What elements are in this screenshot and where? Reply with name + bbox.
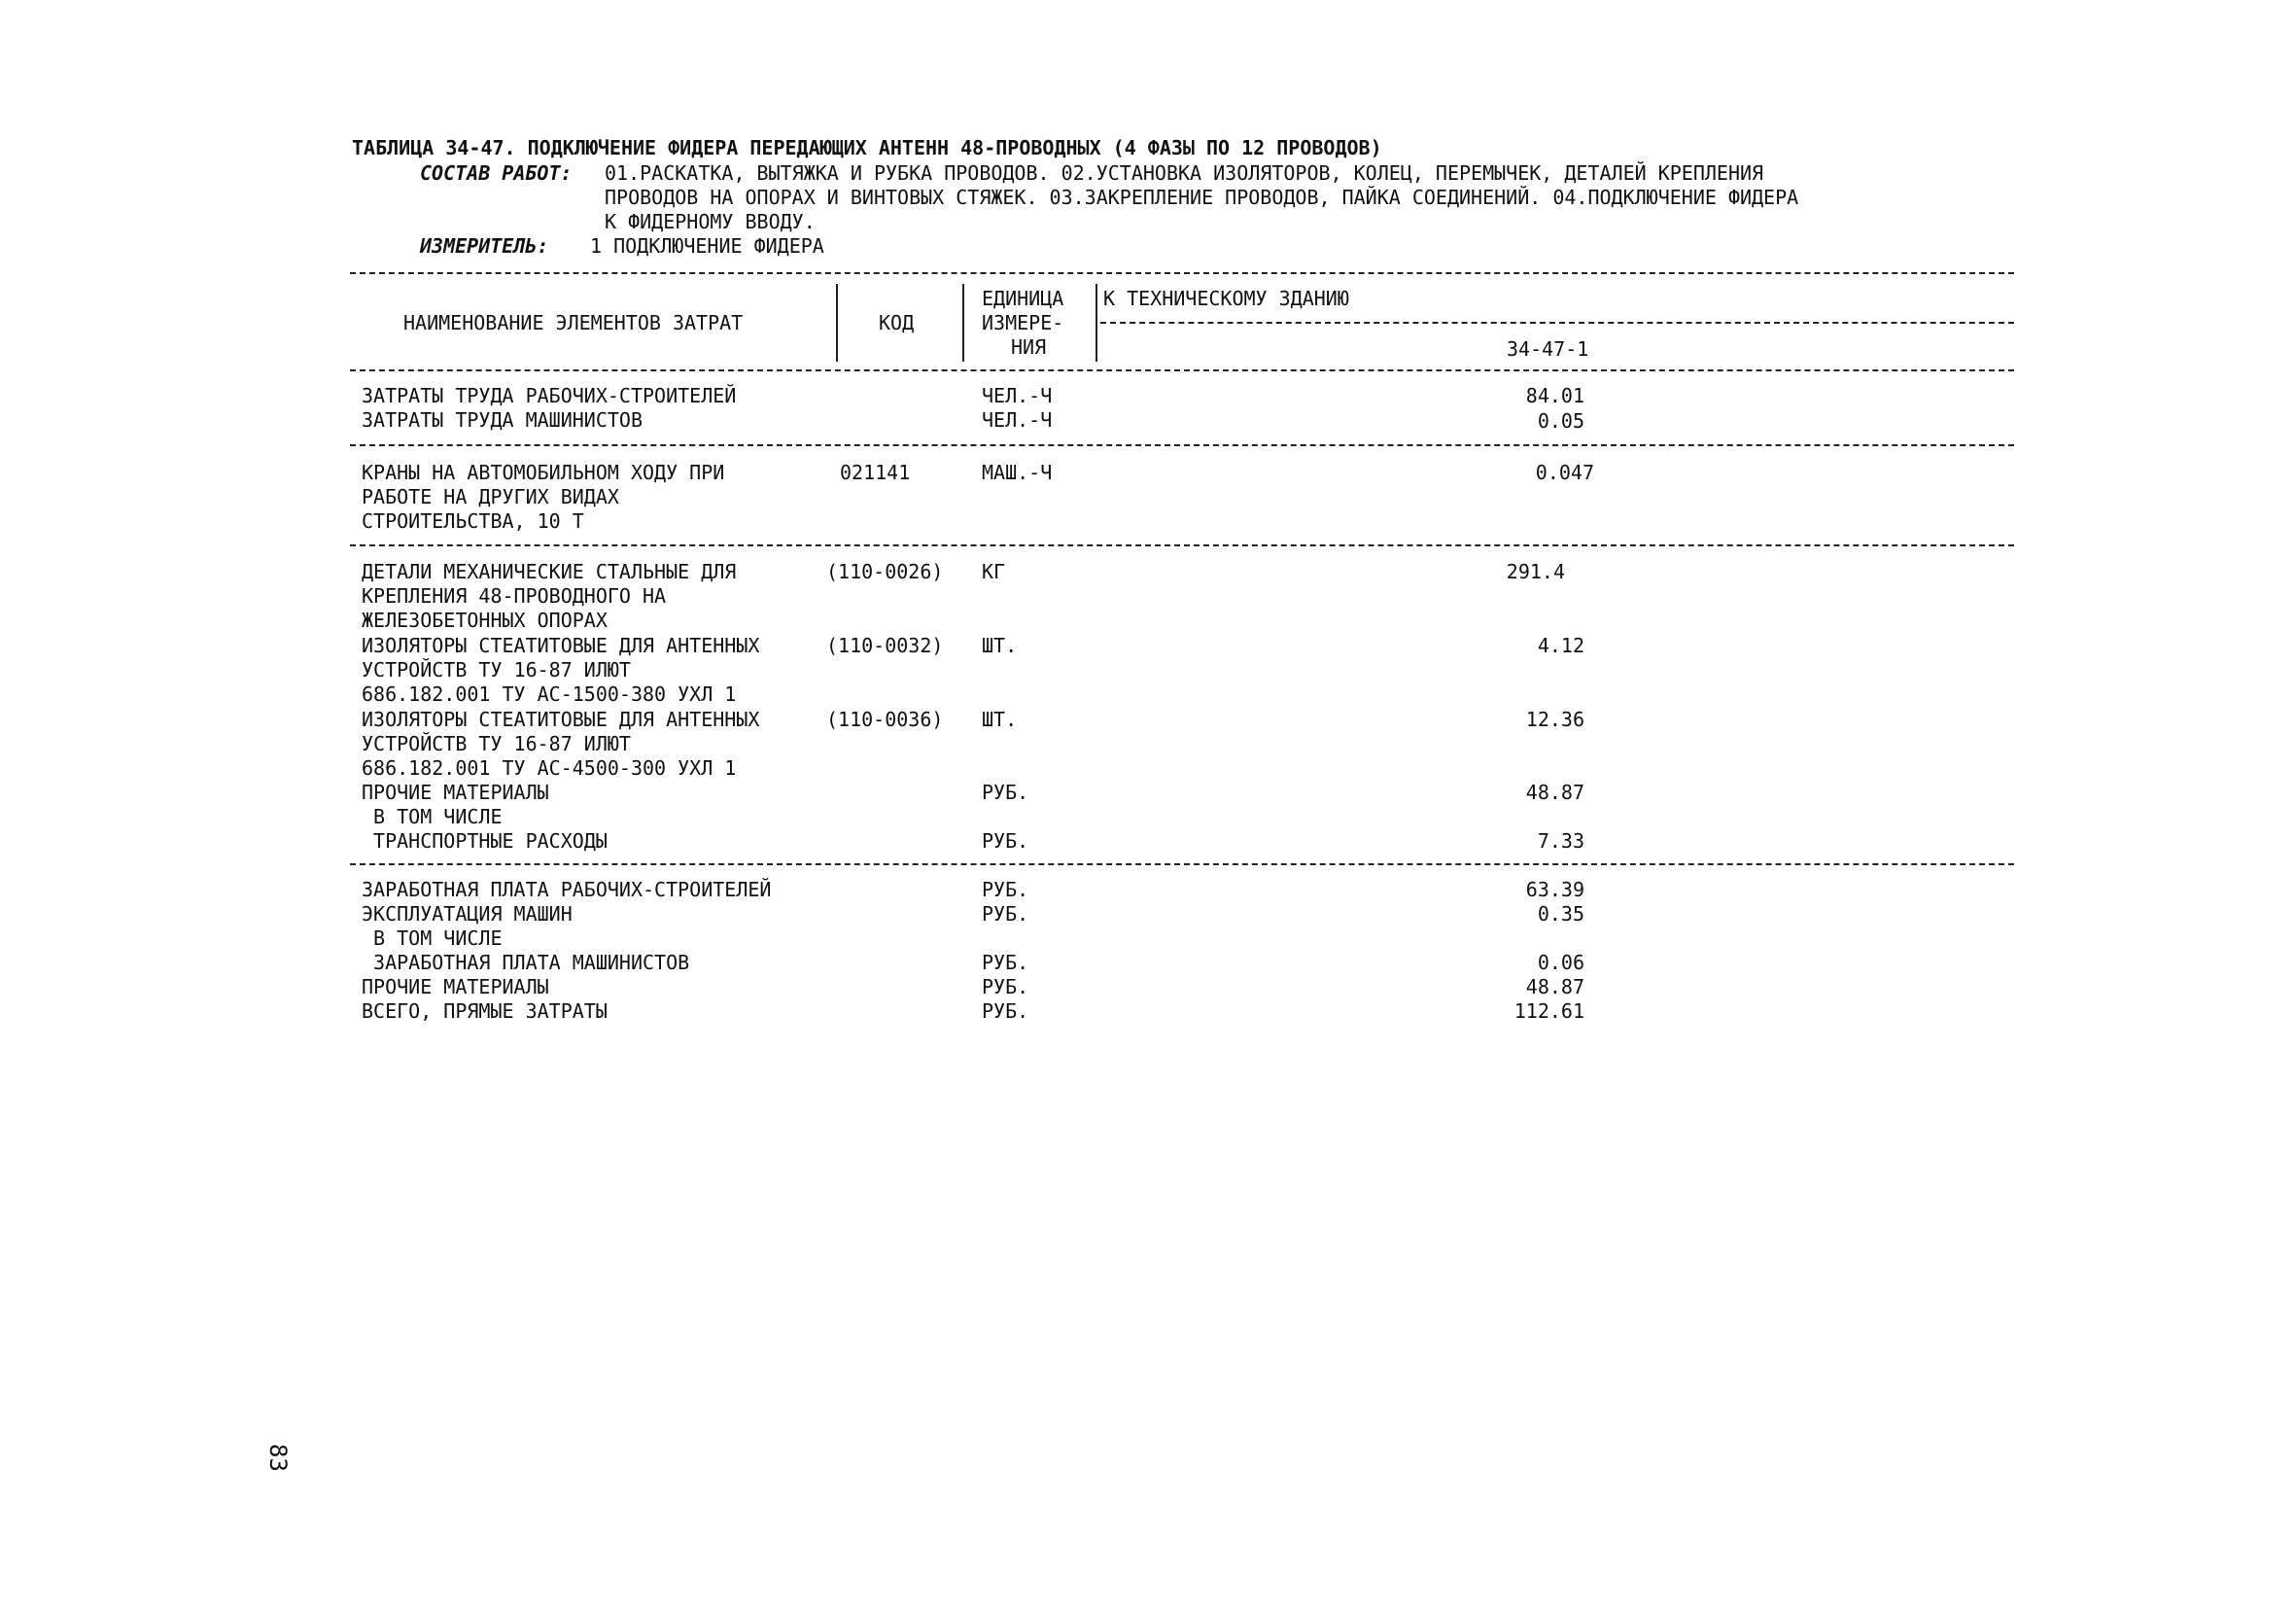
col-header-unit-3: НИЯ	[1011, 335, 1047, 359]
group-rule	[350, 544, 2014, 546]
row-value: 12.36	[1525, 708, 1584, 731]
col-header-name: НАИМЕНОВАНИЕ ЭЛЕМЕНТОВ ЗАТРАТ	[403, 311, 744, 334]
row-code: (110-0026)	[826, 560, 944, 583]
row-name: В ТОМ ЧИСЛЕ	[362, 926, 503, 950]
row-name: УСТРОЙСТВ ТУ 16-87 ИЛЮТ	[362, 732, 631, 755]
row-unit: КГ	[982, 560, 1006, 583]
row-name: УСТРОЙСТВ ТУ 16-87 ИЛЮТ	[362, 658, 631, 682]
row-name: 686.182.001 ТУ АС-4500-300 УХЛ 1	[362, 756, 737, 780]
col-header-unit-2: ИЗМЕРЕ-	[982, 311, 1064, 334]
table-top-rule	[350, 272, 2014, 274]
row-name: ПРОЧИЕ МАТЕРИАЛЫ	[362, 975, 549, 998]
composition-line-1: 01.РАСКАТКА, ВЫТЯЖКА И РУБКА ПРОВОДОВ. 02.УСТАНОВКА ИЗОЛЯТОРОВ, КОЛЕЦ, ПЕРЕМЫЧЕК, ДЕТАЛЕЙ КРЕПЛЕНИЯ	[605, 161, 1764, 185]
row-value: 84.01	[1525, 384, 1584, 407]
row-value: 0.35	[1537, 902, 1584, 926]
meter-label: ИЗМЕРИТЕЛЬ:	[420, 234, 549, 258]
row-name: СТРОИТЕЛЬСТВА, 10 Т	[362, 509, 584, 533]
row-unit: ЧЕЛ.-Ч	[982, 408, 1053, 432]
row-unit: РУБ.	[982, 951, 1029, 974]
row-unit: РУБ.	[982, 999, 1029, 1023]
row-name: ЖЕЛЕЗОБЕТОННЫХ ОПОРАХ	[362, 609, 608, 632]
row-value: 7.33	[1537, 829, 1584, 853]
composition-line-3: К ФИДЕРНОМУ ВВОДУ.	[605, 210, 816, 233]
row-value: 4.12	[1537, 634, 1584, 657]
row-name: ДЕТАЛИ МЕХАНИЧЕСКИЕ СТАЛЬНЫЕ ДЛЯ	[362, 560, 737, 583]
page-number: 83	[264, 1444, 292, 1472]
col-header-norm: 34-47-1	[1507, 337, 1589, 361]
row-name: РАБОТЕ НА ДРУГИХ ВИДАХ	[362, 485, 619, 508]
row-value: 291.4	[1506, 560, 1565, 583]
row-name: ИЗОЛЯТОРЫ СТЕАТИТОВЫЕ ДЛЯ АНТЕННЫХ	[362, 708, 760, 731]
row-unit: РУБ.	[982, 902, 1029, 926]
col-header-group: К ТЕХНИЧЕСКОМУ ЗДАНИЮ	[1103, 287, 1349, 310]
header-sub-rule	[1100, 322, 2014, 324]
col-header-code: КОД	[879, 311, 915, 334]
row-unit: РУБ.	[982, 975, 1029, 998]
row-unit: ШТ.	[982, 708, 1018, 731]
row-value: 0.047	[1535, 461, 1594, 484]
row-unit: РУБ.	[982, 829, 1029, 853]
row-unit: РУБ.	[982, 878, 1029, 901]
meter-value: 1 ПОДКЛЮЧЕНИЕ ФИДЕРА	[590, 234, 824, 258]
row-name: ЗАРАБОТНАЯ ПЛАТА МАШИНИСТОВ	[362, 951, 690, 974]
row-name: ТРАНСПОРТНЫЕ РАСХОДЫ	[362, 829, 608, 853]
row-name: ИЗОЛЯТОРЫ СТЕАТИТОВЫЕ ДЛЯ АНТЕННЫХ	[362, 634, 760, 657]
row-value: 48.87	[1525, 975, 1584, 998]
table-title: ТАБЛИЦА 34-47. ПОДКЛЮЧЕНИЕ ФИДЕРА ПЕРЕДАЮЩИХ АНТЕНН 48-ПРОВОДНЫХ (4 ФАЗЫ ПО 12 ПРОВОДОВ)	[352, 136, 1382, 159]
row-value: 0.06	[1537, 951, 1584, 974]
row-name: ЗАТРАТЫ ТРУДА РАБОЧИХ-СТРОИТЕЛЕЙ	[362, 384, 737, 407]
row-code: (110-0036)	[826, 708, 944, 731]
row-unit: МАШ.-Ч	[982, 461, 1053, 484]
row-name: ЭКСПЛУАТАЦИЯ МАШИН	[362, 902, 573, 926]
row-value: 112.61	[1513, 999, 1584, 1023]
row-unit: ШТ.	[982, 634, 1018, 657]
row-unit: ЧЕЛ.-Ч	[982, 384, 1053, 407]
row-name: КРАНЫ НА АВТОМОБИЛЬНОМ ХОДУ ПРИ	[362, 461, 725, 484]
row-value: 48.87	[1525, 781, 1584, 804]
row-name: КРЕПЛЕНИЯ 48-ПРОВОДНОГО НА	[362, 584, 667, 608]
col-separator	[1096, 284, 1097, 362]
col-header-unit-1: ЕДИНИЦА	[982, 287, 1064, 310]
row-code: (110-0032)	[826, 634, 944, 657]
row-value: 63.39	[1525, 878, 1584, 901]
group-rule	[350, 444, 2014, 446]
row-name: 686.182.001 ТУ АС-1500-380 УХЛ 1	[362, 682, 737, 706]
row-name: ВСЕГО, ПРЯМЫЕ ЗАТРАТЫ	[362, 999, 608, 1023]
col-separator	[962, 284, 964, 362]
row-name: ПРОЧИЕ МАТЕРИАЛЫ	[362, 781, 549, 804]
row-unit: РУБ.	[982, 781, 1029, 804]
row-code: 021141	[840, 461, 911, 484]
composition-label: СОСТАВ РАБОТ:	[420, 161, 573, 185]
row-name: В ТОМ ЧИСЛЕ	[362, 805, 503, 828]
group-rule	[350, 863, 2014, 865]
composition-line-2: ПРОВОДОВ НА ОПОРАХ И ВИНТОВЫХ СТЯЖЕК. 03.ЗАКРЕПЛЕНИЕ ПРОВОДОВ, ПАЙКА СОЕДИНЕНИЙ. 04.ПОДКЛЮЧЕНИЕ ФИДЕРА	[605, 186, 1799, 209]
row-name: ЗАТРАТЫ ТРУДА МАШИНИСТОВ	[362, 408, 643, 432]
col-separator	[836, 284, 838, 362]
row-name: ЗАРАБОТНАЯ ПЛАТА РАБОЧИХ-СТРОИТЕЛЕЙ	[362, 878, 772, 901]
row-value: 0.05	[1537, 409, 1584, 433]
header-bottom-rule	[350, 369, 2014, 371]
